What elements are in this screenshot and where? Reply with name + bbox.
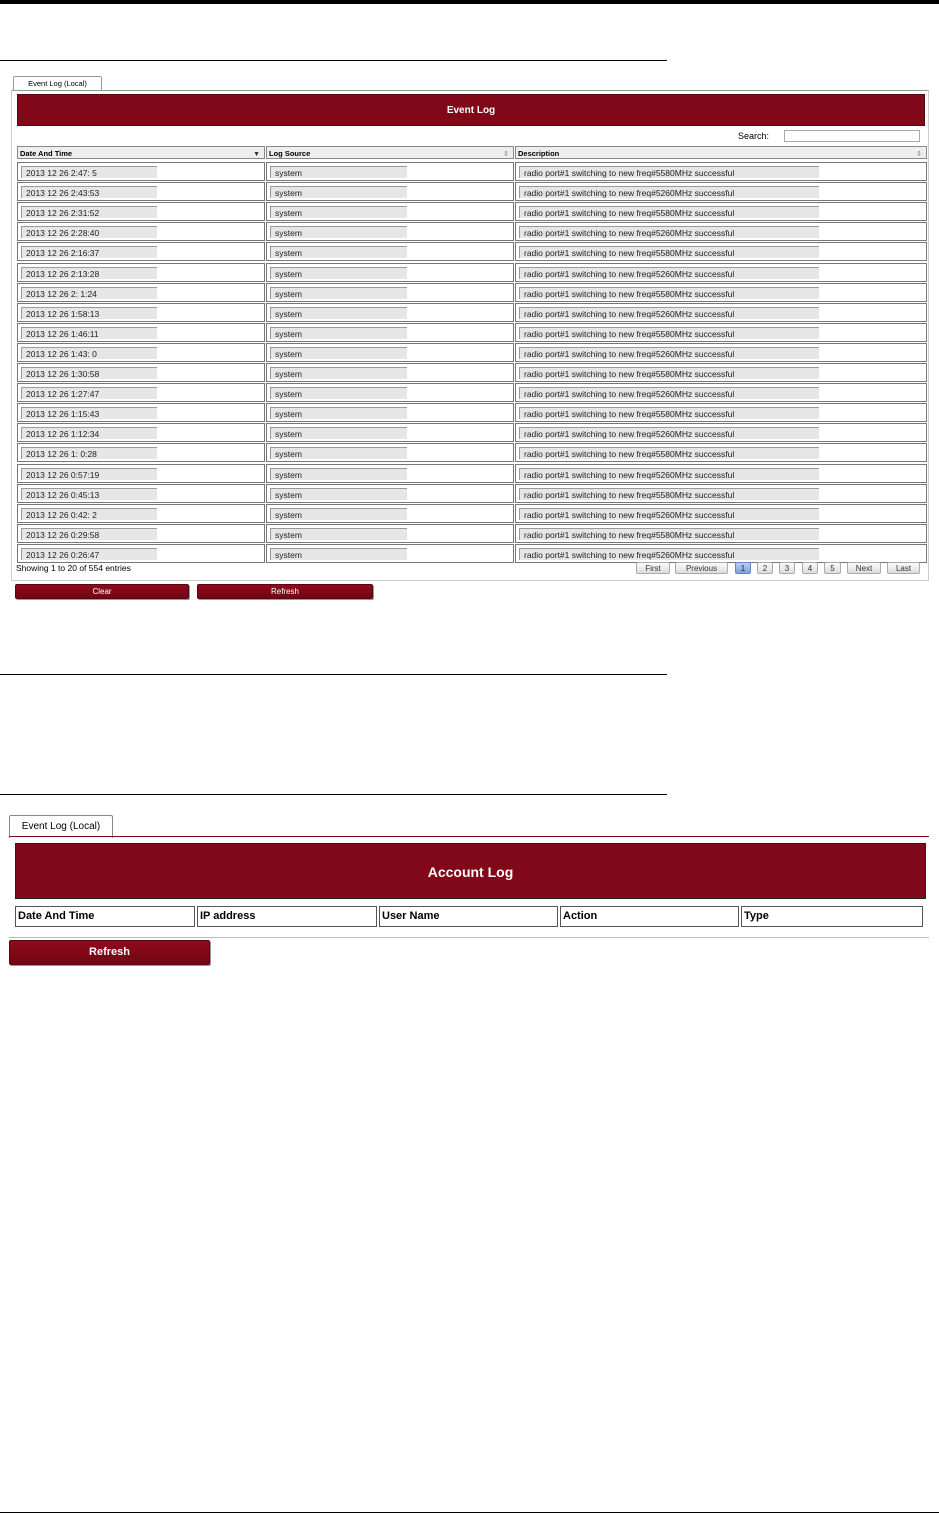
- table-row: [17, 202, 927, 221]
- cell-log-source: [266, 283, 514, 302]
- cell-date-and-time-value: 2013 12 26 2:16:37: [21, 246, 157, 258]
- last-page-button[interactable]: Last: [887, 562, 920, 574]
- cell-log-source: [266, 504, 514, 523]
- cell-log-source-value: system: [270, 347, 407, 359]
- cell-log-source-value: system: [270, 488, 407, 500]
- cell-log-source-value: system: [270, 508, 407, 520]
- cell-log-source-value: system: [270, 468, 407, 480]
- cell-date-and-time: [17, 403, 265, 422]
- table-row: [17, 544, 927, 563]
- cell-description: [515, 423, 927, 442]
- cell-description-value: radio port#1 switching to new freq#5580MHz successful: [519, 367, 819, 379]
- refresh-button[interactable]: Refresh: [197, 584, 373, 599]
- cell-description: [515, 242, 927, 261]
- cell-description-value: radio port#1 switching to new freq#5260MHz successful: [519, 387, 819, 399]
- cell-log-source: [266, 202, 514, 221]
- cell-log-source: [266, 524, 514, 543]
- cell-log-source-value: system: [270, 528, 407, 540]
- event-log-title: Event Log: [17, 94, 925, 126]
- table-row: [17, 504, 927, 523]
- tab-event-log-local[interactable]: Event Log (Local): [13, 76, 102, 91]
- cell-description-value: radio port#1 switching to new freq#5260MHz successful: [519, 226, 819, 238]
- table-row: [17, 383, 927, 402]
- table-row: [17, 303, 927, 322]
- cell-date-and-time: [17, 383, 265, 402]
- cell-log-source-value: system: [270, 267, 407, 279]
- sort-both-icon: ⇕: [503, 151, 509, 158]
- table-row: [17, 323, 927, 342]
- cell-description-value: radio port#1 switching to new freq#5580MHz successful: [519, 287, 819, 299]
- cell-date-and-time: [17, 182, 265, 201]
- cell-description: [515, 524, 927, 543]
- cell-date-and-time-value: 2013 12 26 1:30:58: [21, 367, 157, 379]
- cell-log-source-value: system: [270, 327, 407, 339]
- cell-description: [515, 202, 927, 221]
- cell-log-source-value: system: [270, 407, 407, 419]
- cell-log-source-value: system: [270, 246, 407, 258]
- cell-description-value: radio port#1 switching to new freq#5580MHz successful: [519, 528, 819, 540]
- cell-description-value: radio port#1 switching to new freq#5260MHz successful: [519, 427, 819, 439]
- column-header-user-name[interactable]: User Name: [379, 906, 558, 927]
- page-3-button[interactable]: 3: [779, 562, 795, 574]
- cell-date-and-time-value: 2013 12 26 1:27:47: [21, 387, 157, 399]
- cell-date-and-time-value: 2013 12 26 1:43: 0: [21, 347, 157, 359]
- cell-log-source: [266, 363, 514, 382]
- page-5-button[interactable]: 5: [824, 562, 841, 574]
- divider-line: [0, 60, 667, 61]
- cell-description-value: radio port#1 switching to new freq#5580MHz successful: [519, 246, 819, 258]
- cell-log-source: [266, 464, 514, 483]
- table-row: [17, 363, 927, 382]
- previous-page-button[interactable]: Previous: [675, 562, 728, 574]
- next-page-button[interactable]: Next: [847, 562, 881, 574]
- cell-description: [515, 484, 927, 503]
- cell-description: [515, 383, 927, 402]
- cell-date-and-time-value: 2013 12 26 0:26:47: [21, 548, 157, 560]
- table-row: [17, 524, 927, 543]
- column-header-description[interactable]: [515, 146, 927, 159]
- column-header-type[interactable]: Type: [741, 906, 923, 927]
- cell-description: [515, 182, 927, 201]
- table-row: [17, 423, 927, 442]
- column-header-label: Log Source: [269, 149, 311, 158]
- cell-log-source: [266, 403, 514, 422]
- column-header-date-and-time[interactable]: [17, 146, 265, 159]
- account-refresh-button[interactable]: Refresh: [9, 940, 210, 965]
- cell-date-and-time: [17, 323, 265, 342]
- clear-button[interactable]: Clear: [15, 584, 189, 599]
- cell-description: [515, 283, 927, 302]
- page-bottom-rule: [0, 1512, 939, 1513]
- cell-description: [515, 544, 927, 563]
- cell-date-and-time: [17, 162, 265, 181]
- cell-description-value: radio port#1 switching to new freq#5260MHz successful: [519, 347, 819, 359]
- cell-description-value: radio port#1 switching to new freq#5580MHz successful: [519, 166, 819, 178]
- page-2-button[interactable]: 2: [757, 562, 773, 574]
- cell-date-and-time: [17, 524, 265, 543]
- cell-log-source: [266, 222, 514, 241]
- cell-date-and-time-value: 2013 12 26 2: 1:24: [21, 287, 157, 299]
- cell-description-value: radio port#1 switching to new freq#5260MHz successful: [519, 508, 819, 520]
- cell-date-and-time-value: 2013 12 26 2:13:28: [21, 267, 157, 279]
- cell-description: [515, 504, 927, 523]
- column-header-date-and-time[interactable]: Date And Time: [15, 906, 195, 927]
- cell-date-and-time: [17, 484, 265, 503]
- cell-date-and-time: [17, 464, 265, 483]
- cell-log-source: [266, 343, 514, 362]
- table-row: [17, 162, 927, 181]
- search-label: Search:: [738, 131, 770, 141]
- page-top-rule: [0, 0, 939, 4]
- cell-log-source-value: system: [270, 307, 407, 319]
- account-log-title: Account Log: [15, 843, 926, 899]
- cell-log-source: [266, 383, 514, 402]
- cell-log-source-value: system: [270, 287, 407, 299]
- cell-description-value: radio port#1 switching to new freq#5260MHz successful: [519, 307, 819, 319]
- table-row: [17, 182, 927, 201]
- cell-date-and-time-value: 2013 12 26 0:57:19: [21, 468, 157, 480]
- column-header-label: Description: [518, 149, 560, 158]
- table-row: [17, 222, 927, 241]
- cell-date-and-time-value: 2013 12 26 1:58:13: [21, 307, 157, 319]
- cell-log-source: [266, 182, 514, 201]
- cell-description: [515, 343, 927, 362]
- cell-log-source: [266, 544, 514, 563]
- cell-date-and-time-value: 2013 12 26 1:15:43: [21, 407, 157, 419]
- cell-log-source-value: system: [270, 166, 407, 178]
- cell-description: [515, 323, 927, 342]
- cell-log-source: [266, 423, 514, 442]
- table-row: [17, 484, 927, 503]
- cell-description: [515, 443, 927, 462]
- column-header-label: Date And Time: [20, 149, 73, 158]
- cell-date-and-time-value: 2013 12 26 2:28:40: [21, 226, 157, 238]
- cell-log-source: [266, 443, 514, 462]
- cell-date-and-time: [17, 544, 265, 563]
- table-row: [17, 263, 927, 282]
- cell-date-and-time-value: 2013 12 26 1:46:11: [21, 327, 157, 339]
- cell-date-and-time: [17, 222, 265, 241]
- search-input[interactable]: [784, 130, 920, 142]
- cell-date-and-time: [17, 423, 265, 442]
- cell-description-value: radio port#1 switching to new freq#5580MHz successful: [519, 488, 819, 500]
- column-header-action[interactable]: Action: [560, 906, 739, 927]
- cell-date-and-time: [17, 263, 265, 282]
- cell-description-value: radio port#1 switching to new freq#5260MHz successful: [519, 186, 819, 198]
- cell-date-and-time: [17, 443, 265, 462]
- divider-line: [0, 794, 667, 795]
- cell-description-value: radio port#1 switching to new freq#5260MHz successful: [519, 468, 819, 480]
- cell-log-source-value: system: [270, 206, 407, 218]
- cell-description-value: radio port#1 switching to new freq#5580MHz successful: [519, 327, 819, 339]
- cell-description-value: radio port#1 switching to new freq#5260MHz successful: [519, 548, 819, 560]
- cell-log-source-value: system: [270, 186, 407, 198]
- cell-date-and-time: [17, 504, 265, 523]
- cell-date-and-time: [17, 363, 265, 382]
- cell-date-and-time-value: 2013 12 26 0:45:13: [21, 488, 157, 500]
- cell-date-and-time-value: 2013 12 26 1: 0:28: [21, 447, 157, 459]
- page-1-button[interactable]: 1: [735, 562, 751, 574]
- divider-line: [0, 674, 667, 675]
- cell-description: [515, 303, 927, 322]
- column-header-ip-address[interactable]: IP address: [197, 906, 377, 927]
- cell-log-source-value: system: [270, 447, 407, 459]
- cell-log-source-value: system: [270, 387, 407, 399]
- cell-date-and-time: [17, 303, 265, 322]
- cell-log-source: [266, 484, 514, 503]
- cell-date-and-time: [17, 242, 265, 261]
- cell-date-and-time: [17, 343, 265, 362]
- table-row: [17, 464, 927, 483]
- cell-description: [515, 162, 927, 181]
- cell-date-and-time-value: 2013 12 26 0:29:58: [21, 528, 157, 540]
- cell-date-and-time: [17, 202, 265, 221]
- cell-log-source: [266, 303, 514, 322]
- cell-log-source-value: system: [270, 427, 407, 439]
- cell-description: [515, 363, 927, 382]
- table-row: [17, 443, 927, 462]
- first-page-button[interactable]: First: [636, 562, 670, 574]
- cell-log-source-value: system: [270, 226, 407, 238]
- entries-info: Showing 1 to 20 of 554 entries: [16, 563, 131, 573]
- cell-log-source-value: system: [270, 548, 407, 560]
- sort-descending-icon: ▼: [253, 151, 260, 158]
- cell-description-value: radio port#1 switching to new freq#5580MHz successful: [519, 407, 819, 419]
- cell-description-value: radio port#1 switching to new freq#5580MHz successful: [519, 447, 819, 459]
- sort-both-icon: ⇕: [916, 151, 922, 158]
- cell-description: [515, 222, 927, 241]
- cell-description: [515, 464, 927, 483]
- table-row: [17, 403, 927, 422]
- cell-description: [515, 403, 927, 422]
- tab-event-log-local[interactable]: Event Log (Local): [9, 815, 113, 838]
- cell-description-value: radio port#1 switching to new freq#5580MHz successful: [519, 206, 819, 218]
- page-4-button[interactable]: 4: [802, 562, 818, 574]
- cell-log-source-value: system: [270, 367, 407, 379]
- cell-date-and-time-value: 2013 12 26 2:47: 5: [21, 166, 157, 178]
- cell-log-source: [266, 162, 514, 181]
- cell-log-source: [266, 263, 514, 282]
- cell-date-and-time-value: 2013 12 26 2:43:53: [21, 186, 157, 198]
- cell-date-and-time-value: 2013 12 26 0:42: 2: [21, 508, 157, 520]
- cell-log-source: [266, 242, 514, 261]
- table-row: [17, 242, 927, 261]
- column-header-log-source[interactable]: [266, 146, 514, 159]
- table-row: [17, 343, 927, 362]
- cell-description: [515, 263, 927, 282]
- cell-date-and-time-value: 2013 12 26 1:12:34: [21, 427, 157, 439]
- cell-date-and-time-value: 2013 12 26 2:31:52: [21, 206, 157, 218]
- cell-log-source: [266, 323, 514, 342]
- cell-description-value: radio port#1 switching to new freq#5260MHz successful: [519, 267, 819, 279]
- cell-date-and-time: [17, 283, 265, 302]
- table-row: [17, 283, 927, 302]
